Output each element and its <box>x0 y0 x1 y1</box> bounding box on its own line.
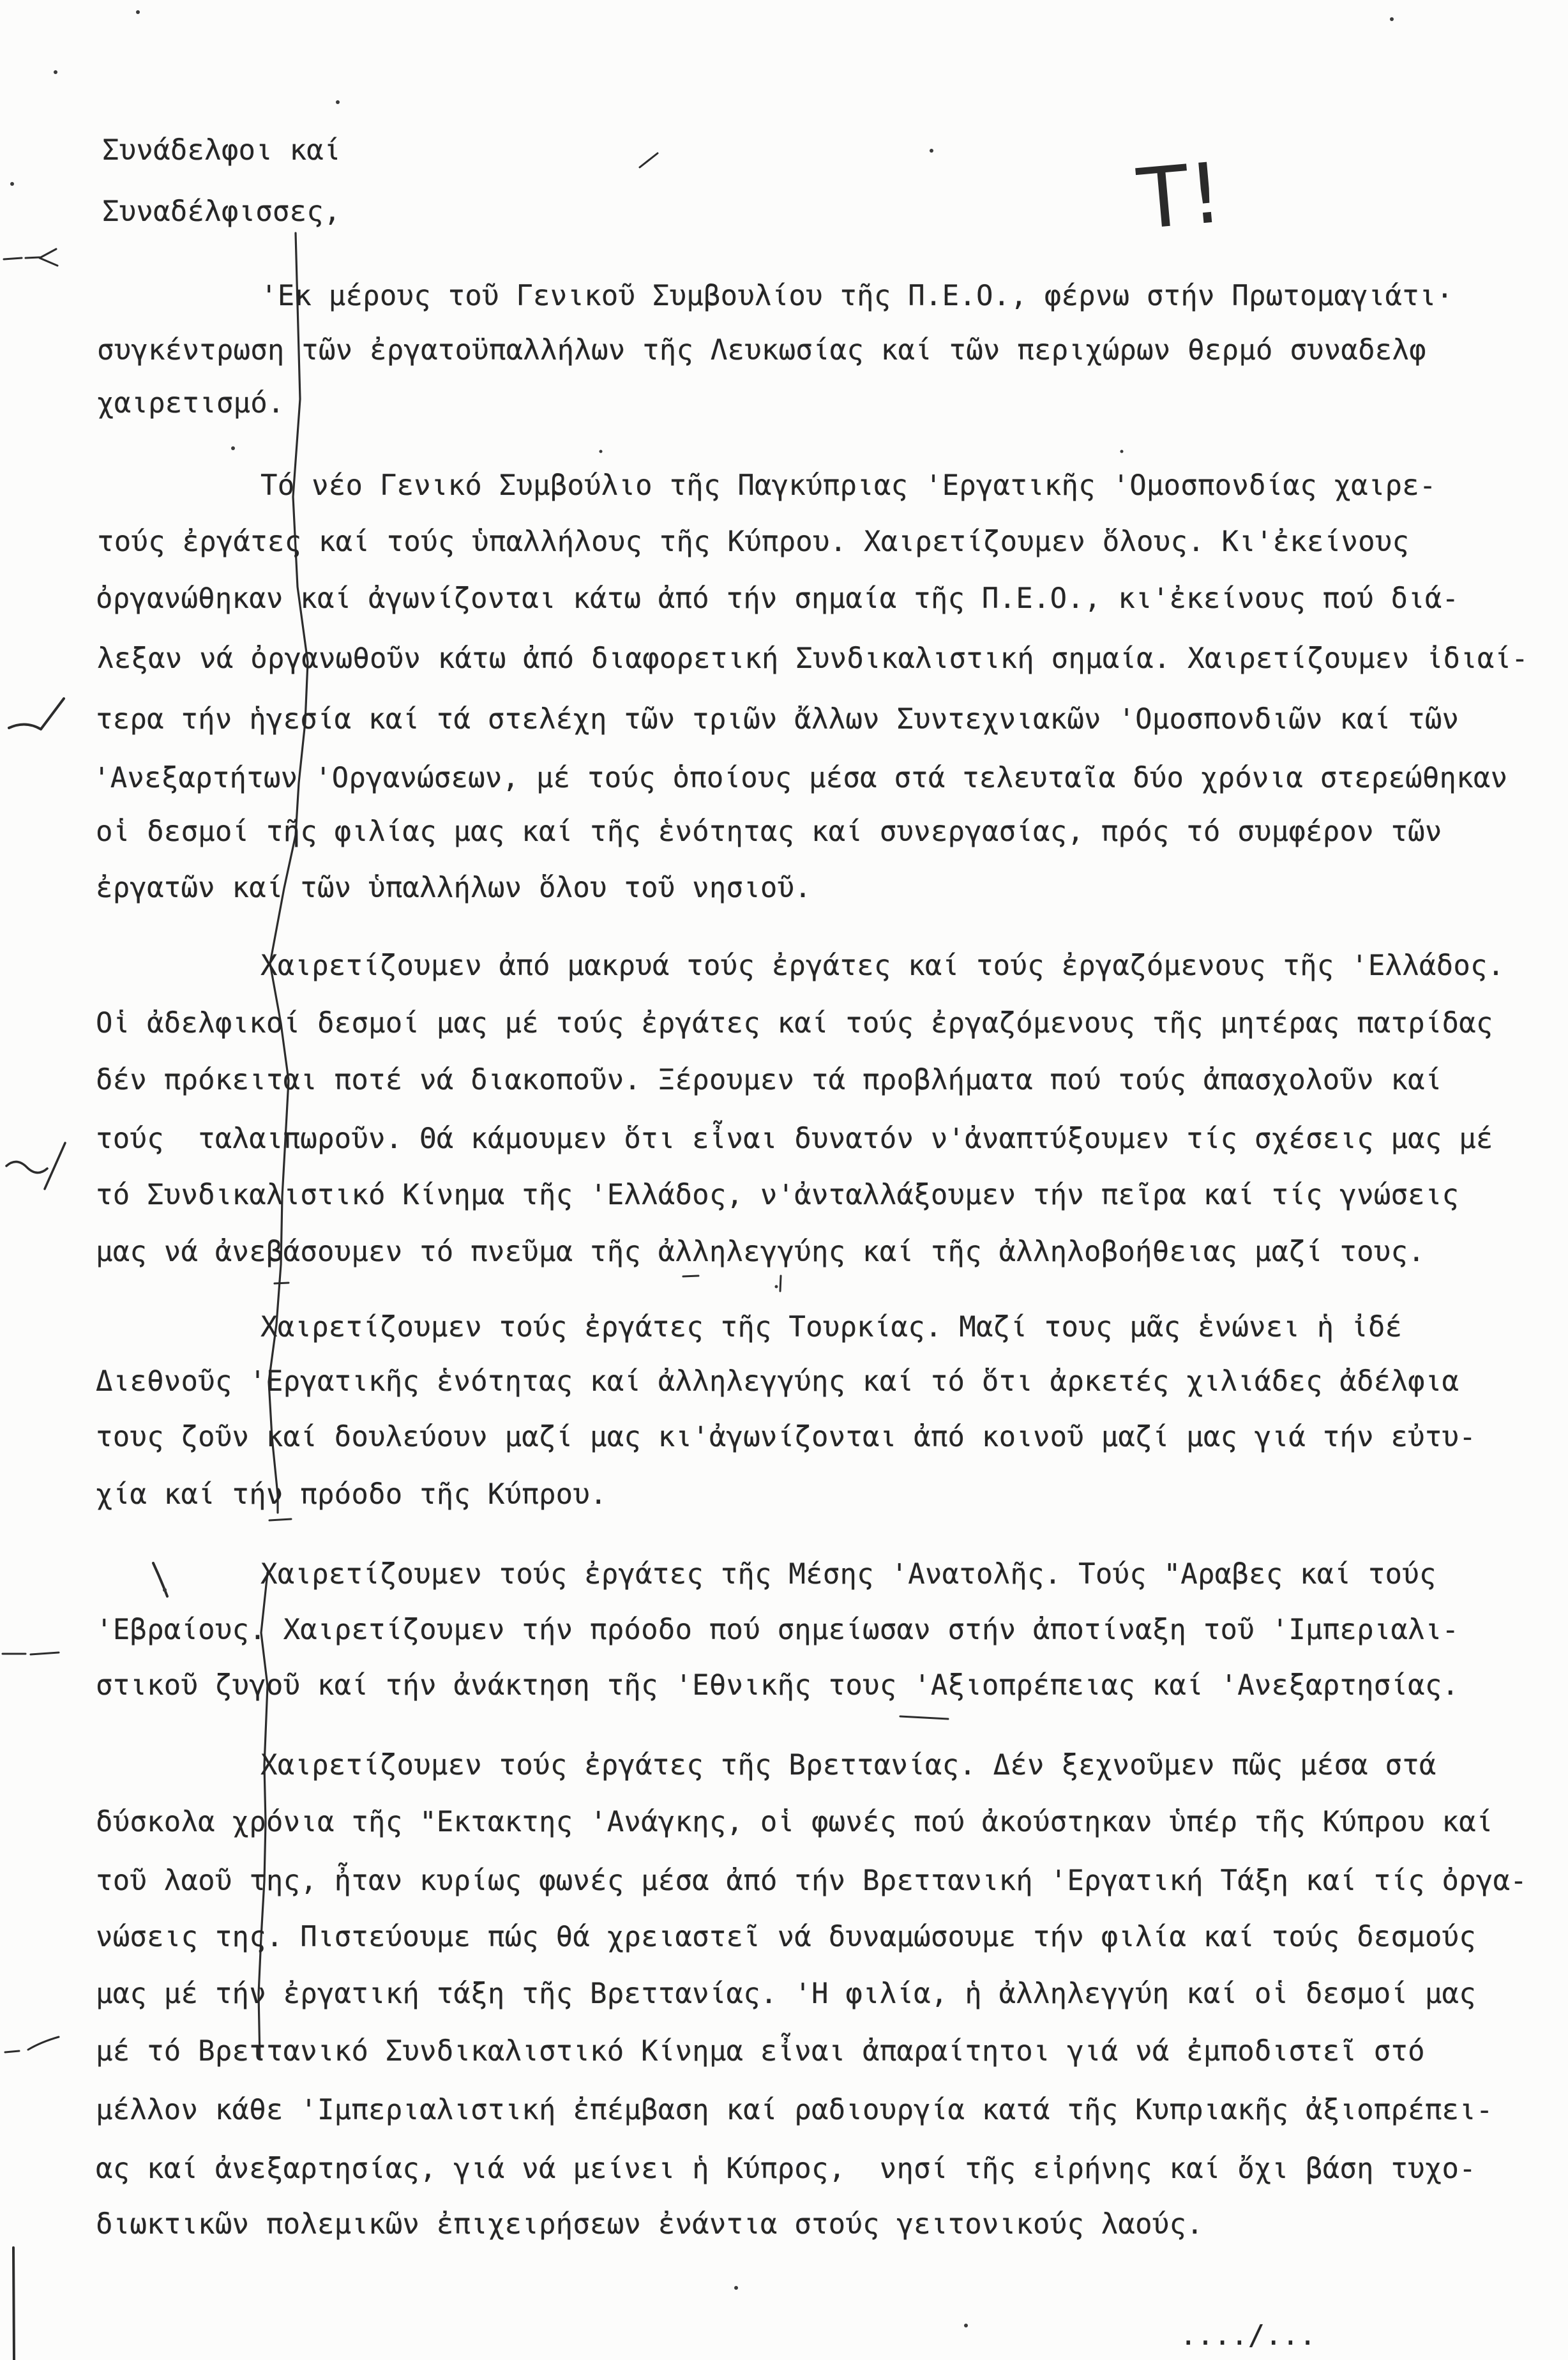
paragraph-line: ας καί ἀνεξαρτησίας, γιά νά μείνει ἡ Κύπρος, νησί τῆς εἰρήνης καί ὄχι βάση τυχο- <box>96 2152 1476 2185</box>
handwritten-annotation: Τ! <box>1134 144 1226 248</box>
paragraph-line: μέ τό Βρεττανικό Συνδικαλιστικό Κίνημα εἶναι ἀπαραίτητοι γιά νά ἐμποδιστεῖ στό <box>96 2035 1425 2068</box>
tick-pen-mark <box>780 1276 781 1291</box>
paragraph-line: Χαιρετίζουμεν τούς ἐργάτες τῆς Μέσης 'Ανατολῆς. Τούς "Αραβες καί τούς <box>260 1558 1436 1591</box>
paragraph-line: οἱ δεσμοί τῆς φιλίας μας καί τῆς ἑνότητας καί συνεργασίας, πρός τό συμφέρον τῶν <box>96 815 1442 848</box>
paragraph-line: νώσεις της. Πιστεύουμε πώς θά χρειαστεῖ νά δυναμώσουμε τήν φιλία καί τούς δεσμούς <box>96 1921 1476 1953</box>
paragraph-line: λεξαν νά ὀργανωθοῦν κάτω ἀπό διαφορετική Συνδικαλιστική σημαία. Χαιρετίζουμεν ἰδιαί- <box>97 642 1528 675</box>
paragraph-line: στικοῦ ζυγοῦ καί τήν ἀνάκτηση τῆς 'Εθνικῆς τους 'Αξιοπρέπειας καί 'Ανεξαρτησίας. <box>96 1669 1459 1702</box>
paragraph-line: συγκέντρωση τῶν ἐργατοϋπαλλήλων τῆς Λευκωσίας καί τῶν περιχώρων θερμό συναδελφ <box>97 334 1426 367</box>
paragraph-line: 'Εκ μέρους τοῦ Γενικοῦ Συμβουλίου τῆς Π.Ε.Ο., φέρνω στήν Πρωτομαγιάτι· <box>260 280 1454 312</box>
paragraph-line: δέν πρόκειται ποτέ νά διακοποῦν. Ξέρουμεν τά προβλήματα πού τούς ἀπασχολοῦν καί <box>96 1064 1442 1096</box>
margin-dash-mark <box>5 2037 59 2052</box>
paragraph-line: μας μέ τήν ἐργατική τάξη τῆς Βρεττανίας. 'Η φιλία, ἡ ἀλληλεγγύη καί οἱ δεσμοί μας <box>96 1978 1476 2010</box>
paragraph-line: χαιρετισμό. <box>97 387 285 420</box>
paragraph-line: Χαιρετίζουμεν ἀπό μακρυά τούς ἐργάτες καί τούς ἐργαζόμενους τῆς 'Ελλάδος. <box>260 949 1505 982</box>
paragraph-line: τούς ταλαιπωροῦν. Θά κάμουμεν ὅτι εἶναι δυνατόν ν'ἀναπτύξουμεν τίς σχέσεις μας μέ <box>96 1123 1493 1155</box>
plus-pen-mark <box>269 1519 291 1520</box>
paragraph-line: 'Ανεξαρτήτων 'Οργανώσεων, μέ τούς ὁποίους μέσα στά τελευταῖα δύο χρόνια στερεώθηκαν <box>93 762 1508 794</box>
paragraph-line: ἐργατῶν καί τῶν ὑπαλλήλων ὅλου τοῦ νησιοῦ. <box>96 872 811 904</box>
margin-squiggle-mark <box>6 1143 65 1189</box>
underline-pen-mark <box>900 1716 948 1719</box>
paragraph-line: μας νά ἀνεβάσουμεν τό πνεῦμα τῆς ἀλληλεγγύης καί τῆς ἀλληλοβοήθειας μαζί τους. <box>96 1236 1425 1268</box>
paragraph-line: μέλλον κάθε 'Ιμπεριαλιστική ἐπέμβαση καί ραδιουργία κατά τῆς Κυπριακῆς ἀξιοπρέπει- <box>96 2094 1493 2126</box>
paragraph-line: χία καί τήν πρόοδο τῆς Κύπρου. <box>96 1478 607 1511</box>
margin-dash-mark <box>3 1653 59 1654</box>
margin-vertical-mark <box>13 2248 14 2360</box>
margin-check-mark <box>9 699 64 729</box>
paragraph-line: τερα τήν ἡγεσία καί τά στελέχη τῶν τριῶν ἄλλων Συντεχνιακῶν 'Ομοσπονδιῶν καί τῶν <box>96 703 1459 736</box>
paragraph-line: Διεθνοῦς 'Εργατικῆς ἑνότητας καί ἀλληλεγγύης καί τό ὅτι ἀρκετές χιλιάδες ἀδέλφια <box>96 1365 1459 1398</box>
paragraph-line: Οἱ ἀδελφικοί δεσμοί μας μέ τούς ἐργάτες καί τούς ἐργαζόμενους τῆς μητέρας πατρίδας <box>96 1007 1493 1040</box>
paragraph-line: Χαιρετίζουμεν τούς ἐργάτες τῆς Τουρκίας. Μαζί τους μᾶς ἑνώνει ἡ ἰδέ <box>260 1311 1403 1343</box>
stray-pen-mark <box>640 153 658 167</box>
paragraph-line: 'Εβραίους. Χαιρετίζουμεν τήν πρόοδο πού σημείωσαν στήν ἀποτίναξη τοῦ 'Ιμπεριαλι- <box>96 1614 1459 1646</box>
paragraph-line: Τό νέο Γενικό Συμβούλιο τῆς Παγκύπριας 'Εργατικῆς 'Ομοσπονδίας χαιρε- <box>260 469 1436 502</box>
page-continuation-marker: ..../... <box>1180 2319 1316 2352</box>
salutation-line: Συνάδελφοι καί <box>102 134 341 167</box>
paragraph-line: Χαιρετίζουμεν τούς ἐργάτες τῆς Βρεττανίας. Δέν ξεχνοῦμεν πῶς μέσα στά <box>260 1749 1436 1781</box>
paragraph-line: τοῦ λαοῦ της, ἦταν κυρίως φωνές μέσα ἀπό τήν Βρεττανική 'Εργατική Τάξη καί τίς ὀργα- <box>96 1865 1527 1897</box>
salutation-line: Συναδέλφισσες, <box>102 195 341 228</box>
paragraph-line: τό Συνδικαλιστικό Κίνημα τῆς 'Ελλάδος, ν'ἀνταλλάξουμεν τήν πεῖρα καί τίς γνώσεις <box>96 1179 1459 1211</box>
margin-arrow-mark <box>4 249 57 266</box>
paragraph-line: δύσκολα χρόνια τῆς "Εκτακτης 'Ανάγκης, οἱ φωνές πού ἀκούστηκαν ὑπέρ τῆς Κύπρου καί <box>96 1806 1493 1838</box>
paragraph-line: διωκτικῶν πολεμικῶν ἐπιχειρήσεων ἐνάντια στούς γειτονικούς λαούς. <box>96 2208 1203 2241</box>
paragraph-line: τούς ἐργάτες καί τούς ὑπαλλήλους τῆς Κύπρου. Χαιρετίζουμεν ὅλους. Κι'ἐκείνους <box>97 526 1410 558</box>
paragraph-line: τους ζοῦν καί δουλεύουν μαζί μας κι'ἀγωνίζονται ἀπό κοινοῦ μαζί μας γιά τήν εὐτυ- <box>96 1421 1476 1453</box>
bracket-pen-mark <box>153 1563 167 1596</box>
paragraph-line: ὀργανώθηκαν καί ἀγωνίζονται κάτω ἀπό τήν σημαία τῆς Π.Ε.Ο., κι'ἐκείνους πού διά- <box>96 582 1459 615</box>
